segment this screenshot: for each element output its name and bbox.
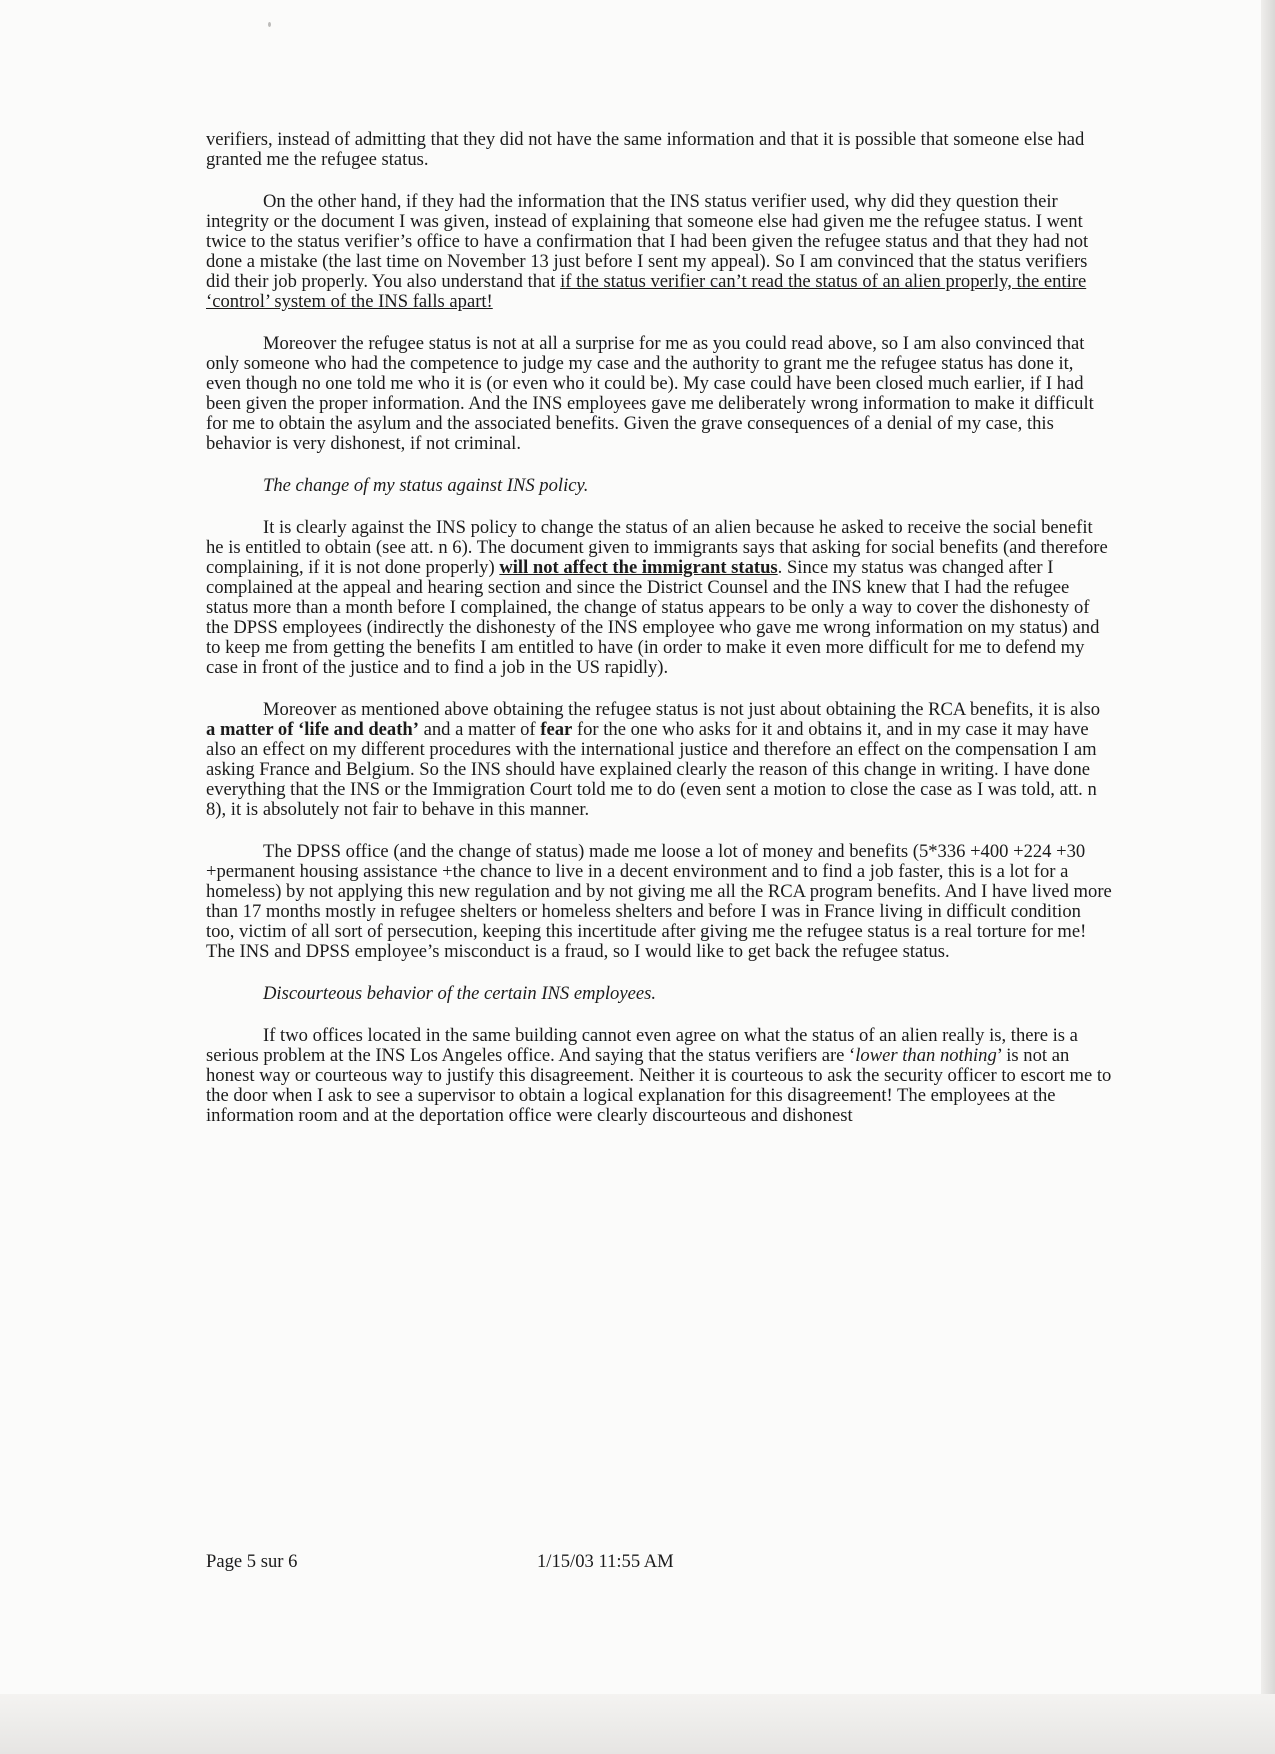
paragraph: Moreover the refugee status is not at all a surprise for me as you could read above, so I am also convinced that only someone who had the competence to judge my case and the authority to grant me the refugee status has done it, even though no one told me who it is (or even who it could be). My case could have been closed much earlier, if I had been given the proper information. And the INS employees gave me deliberately wrong information to make it difficult for me to obtain the asylum and the associated benefits. Given the grave consequences of a denial of my case, this behavior is very dishonest, if not criminal. bbox=[206, 333, 1094, 454]
scan-speck bbox=[268, 22, 271, 27]
paragraph-text: ’ is not an honest way or courteous way to justify this disagreement. Neither it is courteous to ask the security officer to escort me to the door when I ask to see a supervisor to obtain a logical explanation for this disagreement! The employees at the information room and at the deportation office were clearly discourteous and dishonest bbox=[206, 1045, 1112, 1126]
page-number: Page 5 sur 6 bbox=[206, 1551, 298, 1572]
italic-quote: lower than nothing bbox=[855, 1045, 997, 1066]
print-timestamp: 1/15/03 11:55 AM bbox=[537, 1551, 674, 1572]
section-heading: The change of my status against INS policy. bbox=[263, 475, 589, 496]
letter-body bbox=[206, 130, 1112, 1148]
section-heading: Discourteous behavior of the certain INS employees. bbox=[263, 983, 656, 1004]
paragraph bbox=[206, 192, 1112, 312]
scan-edge-shadow bbox=[1261, 0, 1275, 1754]
paragraph bbox=[206, 518, 1112, 678]
scan-bottom-shadow bbox=[0, 1694, 1275, 1754]
paragraph-text: for the one who asks for it and obtains it, and in my case it may have also an effect on my different procedures with the international justice and therefore an effect on the compensation I am asking France and Belgium. So the INS should have explained clearly the reason of this change in writing. I have done everything that the INS or the Immigration Court told me to do (even sent a motion to close the case as I was told, att. n 8), it is absolutely not fair to behave in this manner. bbox=[206, 719, 1097, 820]
paragraph-text: and a matter of bbox=[418, 719, 541, 740]
paragraph-text: On the other hand, if they had the information that the INS status verifier used, why did they question their integrity or the document I was given, instead of explaining that someone else had given me the refugee status. I went twice to the status verifier’s office to have a confirmation that I had been given the refugee status and that they had not done a mistake (the last time on November 13 just before I sent my appeal). So I am convinced that the status verifiers did their job properly. You also understand that bbox=[206, 191, 1089, 292]
paragraph: The DPSS office (and the change of status) made me loose a lot of money and benefits (5*336 +400 +224 +30 +permanent housing assistance +the chance to live in a decent environment and to find a job faster, this is a lot for a homeless) by not applying this new regulation and by not giving me all the RCA program benefits. And I have lived more than 17 months mostly in refugee shelters or homeless shelters and before I was in France living in difficult condition too, victim of all sort of persecution, keeping this incertitude after giving me the refugee status is a real torture for me! The INS and DPSS employee’s misconduct is a fraud, so I would like to get back the refugee status. bbox=[206, 841, 1112, 962]
paragraph: verifiers, instead of admitting that they did not have the same information and that it is possible that someone else had granted me the refugee status. bbox=[206, 129, 1085, 170]
paragraph-text: Moreover as mentioned above obtaining the refugee status is not just about obtaining the RCA benefits, it is also bbox=[263, 699, 1101, 720]
paragraph bbox=[206, 1026, 1112, 1126]
paragraph-text: . Since my status was changed after I complained at the appeal and hearing section and since the District Counsel and the INS knew that I had the refugee status more than a month before I complained, the change of status appears to be only a way to cover the dishonesty of the DPSS employees (indirectly the dishonesty of the INS employee who gave me wrong information on my status) and to keep me from getting the benefits I am entitled to have (in order to make it even more difficult for me to defend my case in front of the justice and to find a job in the US rapidly). bbox=[206, 557, 1100, 678]
paragraph bbox=[206, 700, 1112, 820]
underlined-statement: if the status verifier can’t read the status of an alien properly, the entire ‘control’ system of the INS falls apart! bbox=[206, 271, 1087, 312]
emphasized-statement: will not affect the immigrant status bbox=[499, 557, 778, 578]
bold-phrase: fear bbox=[540, 719, 573, 740]
paragraph-text: If two offices located in the same building cannot even agree on what the status of an alien really is, there is a serious problem at the INS Los Angeles office. And saying that the status verifiers are ‘ bbox=[206, 1025, 1078, 1066]
paragraph-text: It is clearly against the INS policy to change the status of an alien because he asked to receive the social benefit he is entitled to obtain (see att. n 6). The document given to immigrants says that asking for social benefits (and therefore complaining, if it is not done properly) bbox=[206, 517, 1108, 578]
bold-phrase: a matter of ‘life and death’ bbox=[206, 719, 419, 740]
